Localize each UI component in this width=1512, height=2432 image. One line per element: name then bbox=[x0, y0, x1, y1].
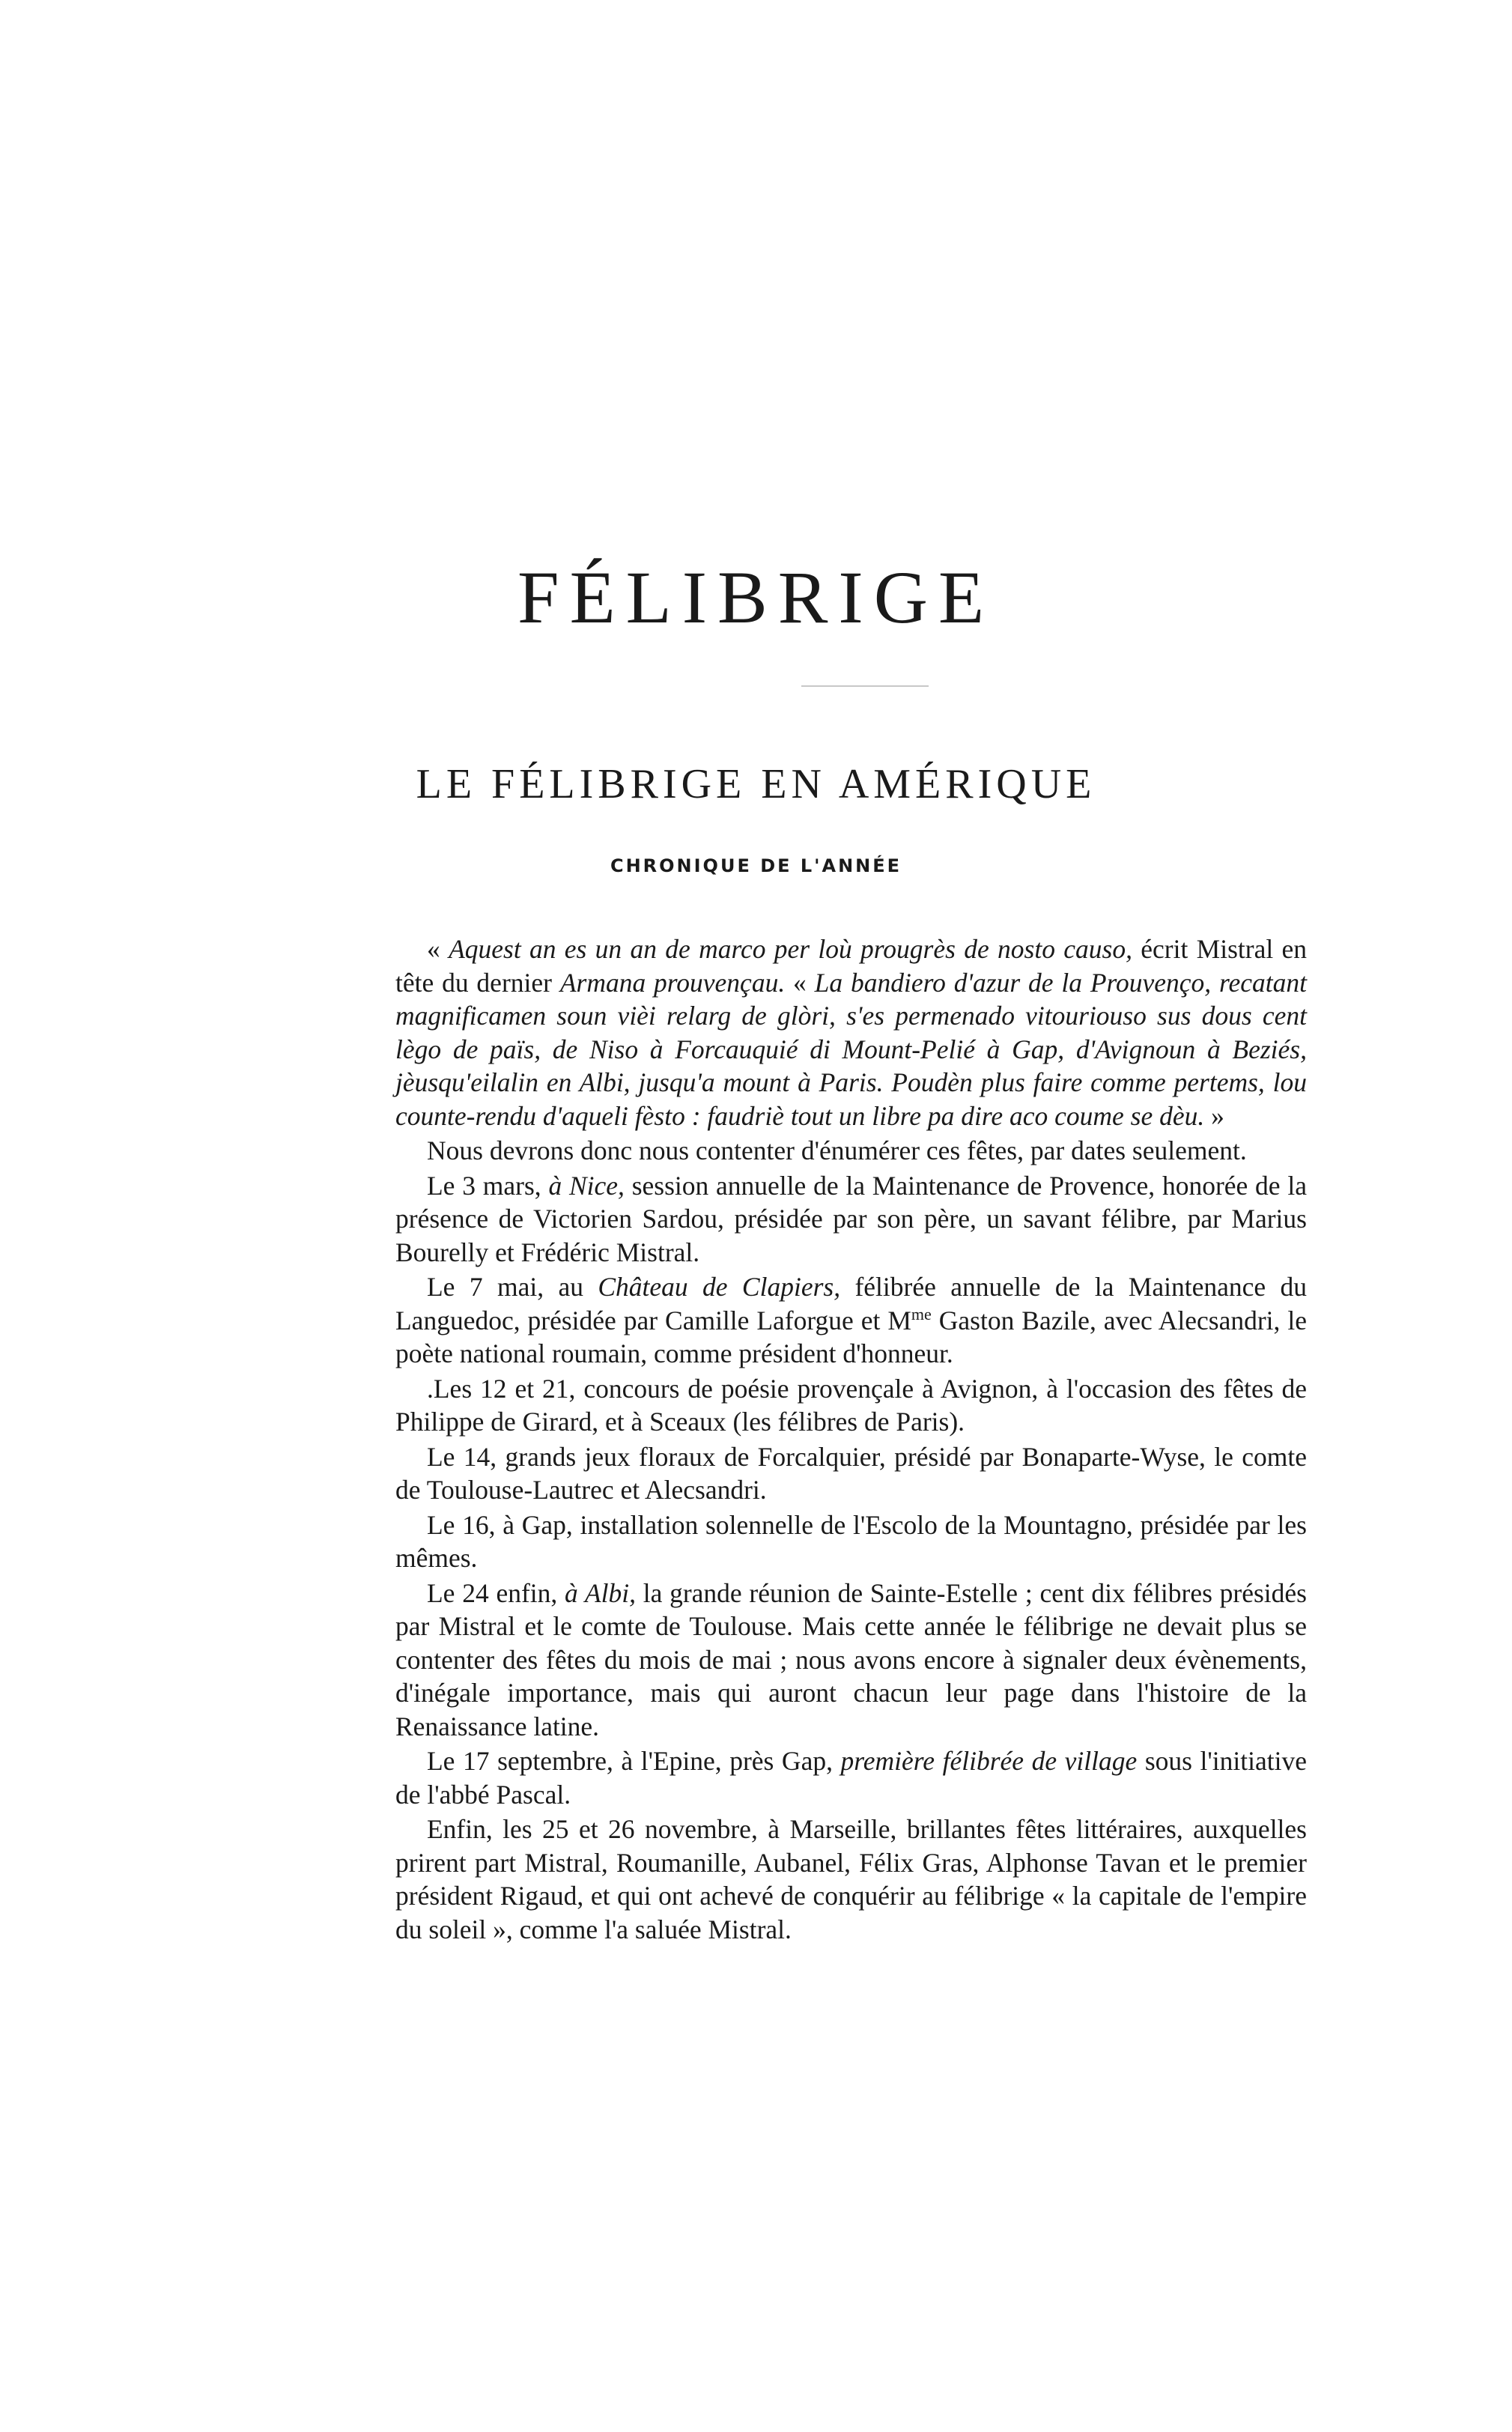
paragraph-gap: Le 16, à Gap, installation solennelle de l'Escolo de la Mountagno, présidée par les mêmes. bbox=[395, 1509, 1307, 1573]
section-subtitle: CHRONIQUE DE L'ANNÉE bbox=[610, 855, 902, 876]
quote-open-2: « bbox=[785, 967, 815, 998]
quote-open: « bbox=[427, 934, 449, 964]
paragraph-albi bbox=[395, 1577, 1307, 1744]
paragraph-forcalquier: Le 14, grands jeux floraux de Forcalquier, présidé par Bonaparte-Wyse, le comte de Toulouse-Lautrec et Alecsandri. bbox=[395, 1441, 1307, 1505]
text: Le 24 enfin, bbox=[427, 1577, 565, 1608]
armana-title: Armana prouvençau. bbox=[559, 967, 786, 998]
text: session annuelle de la Maintenance de Provence, honorée de la présence de Victorien Sardou, présidée par son père, un savant félibre, par Marius Bourelly et Frédéric Mistral. bbox=[395, 1170, 1307, 1267]
text: Gaston Bazile, avec Alecsandri, le poète national roumain, comme président d'honneur. bbox=[395, 1305, 1307, 1368]
place-name: Château de Clapiers, bbox=[598, 1272, 841, 1302]
paragraph-clapiers bbox=[395, 1270, 1307, 1371]
paragraph-nice bbox=[395, 1169, 1307, 1270]
section-title: LE FÉLIBRIGE EN AMÉRIQUE bbox=[416, 761, 1096, 807]
place-name: à Albi, bbox=[565, 1577, 636, 1608]
paragraph-epine bbox=[395, 1744, 1307, 1811]
quote-close: » bbox=[1204, 1100, 1224, 1131]
text: Le 17 septembre, à l'Epine, près Gap, bbox=[427, 1746, 841, 1776]
text: la grande réunion de Sainte-Estelle ; cent dix félibres présidés par Mistral et le comte de Toulouse. Mais cette année le félibrige ne devait plus se contenter des fêtes du mois de mai ; nous avons encore à signaler deux évènements, d'inégale importance, mais qui auront chacun leur page dans l'histoire de la Renaissance latine. bbox=[395, 1577, 1307, 1741]
superscript: me bbox=[911, 1304, 932, 1323]
title-ornament-rule bbox=[801, 685, 929, 687]
paragraph-marseille: Enfin, les 25 et 26 novembre, à Marseille, brillantes fêtes littéraires, auxquelles prirent part Mistral, Roumanille, Aubanel, Félix Gras, Alphonse Tavan et le premier président Rigaud, et qui ont achevé de conquérir au félibrige « la capitale de l'empire du soleil », comme l'a saluée Mistral. bbox=[395, 1814, 1307, 1944]
text: félibrée annuelle de la Maintenance du Languedoc, présidée par Camille Laforgue et M bbox=[395, 1272, 1307, 1335]
provencal-quote-2: La bandiero d'azur de la Prouvenço, recatant magnificamen soun vièi relarg de glòri, s'es permenado vitouriouso sus dous cent lègo de païs, de Niso à Forcauquié di Mount-Pelié à Gap, d'Avignoun à Beziés, jèusqu'eilalin en Albi, jusqu'a mount à Paris. Poudèn plus faire comme pertems, lou counte-rendu d'aqueli fèsto : faudriè tout un libre pa dire aco coume se dèu. bbox=[395, 967, 1308, 1131]
paragraph-quote bbox=[395, 933, 1307, 1132]
emphasis: première félibrée de village bbox=[840, 1746, 1138, 1776]
quote-attribution: écrit Mistral en tête du dernier bbox=[395, 934, 1308, 998]
page-title: FÉLIBRIGE bbox=[517, 556, 995, 639]
article-body bbox=[395, 933, 1307, 1946]
paragraph-avignon: .Les 12 et 21, concours de poésie provençale à Avignon, à l'occasion des fêtes de Philippe de Girard, et à Sceaux (les félibres de Paris). bbox=[395, 1373, 1307, 1437]
text: Le 7 mai, au bbox=[427, 1272, 598, 1302]
place-name: à Nice, bbox=[548, 1170, 625, 1201]
provencal-quote-1: Aquest an es un an de marco per loù prougrès de nosto causo, bbox=[449, 934, 1132, 964]
text: sous l'initiative de l'abbé Pascal. bbox=[395, 1746, 1307, 1810]
text: Le 3 mars, bbox=[427, 1170, 549, 1201]
paragraph-intro: Nous devrons donc nous contenter d'énumérer ces fêtes, par dates seulement. bbox=[427, 1135, 1247, 1165]
